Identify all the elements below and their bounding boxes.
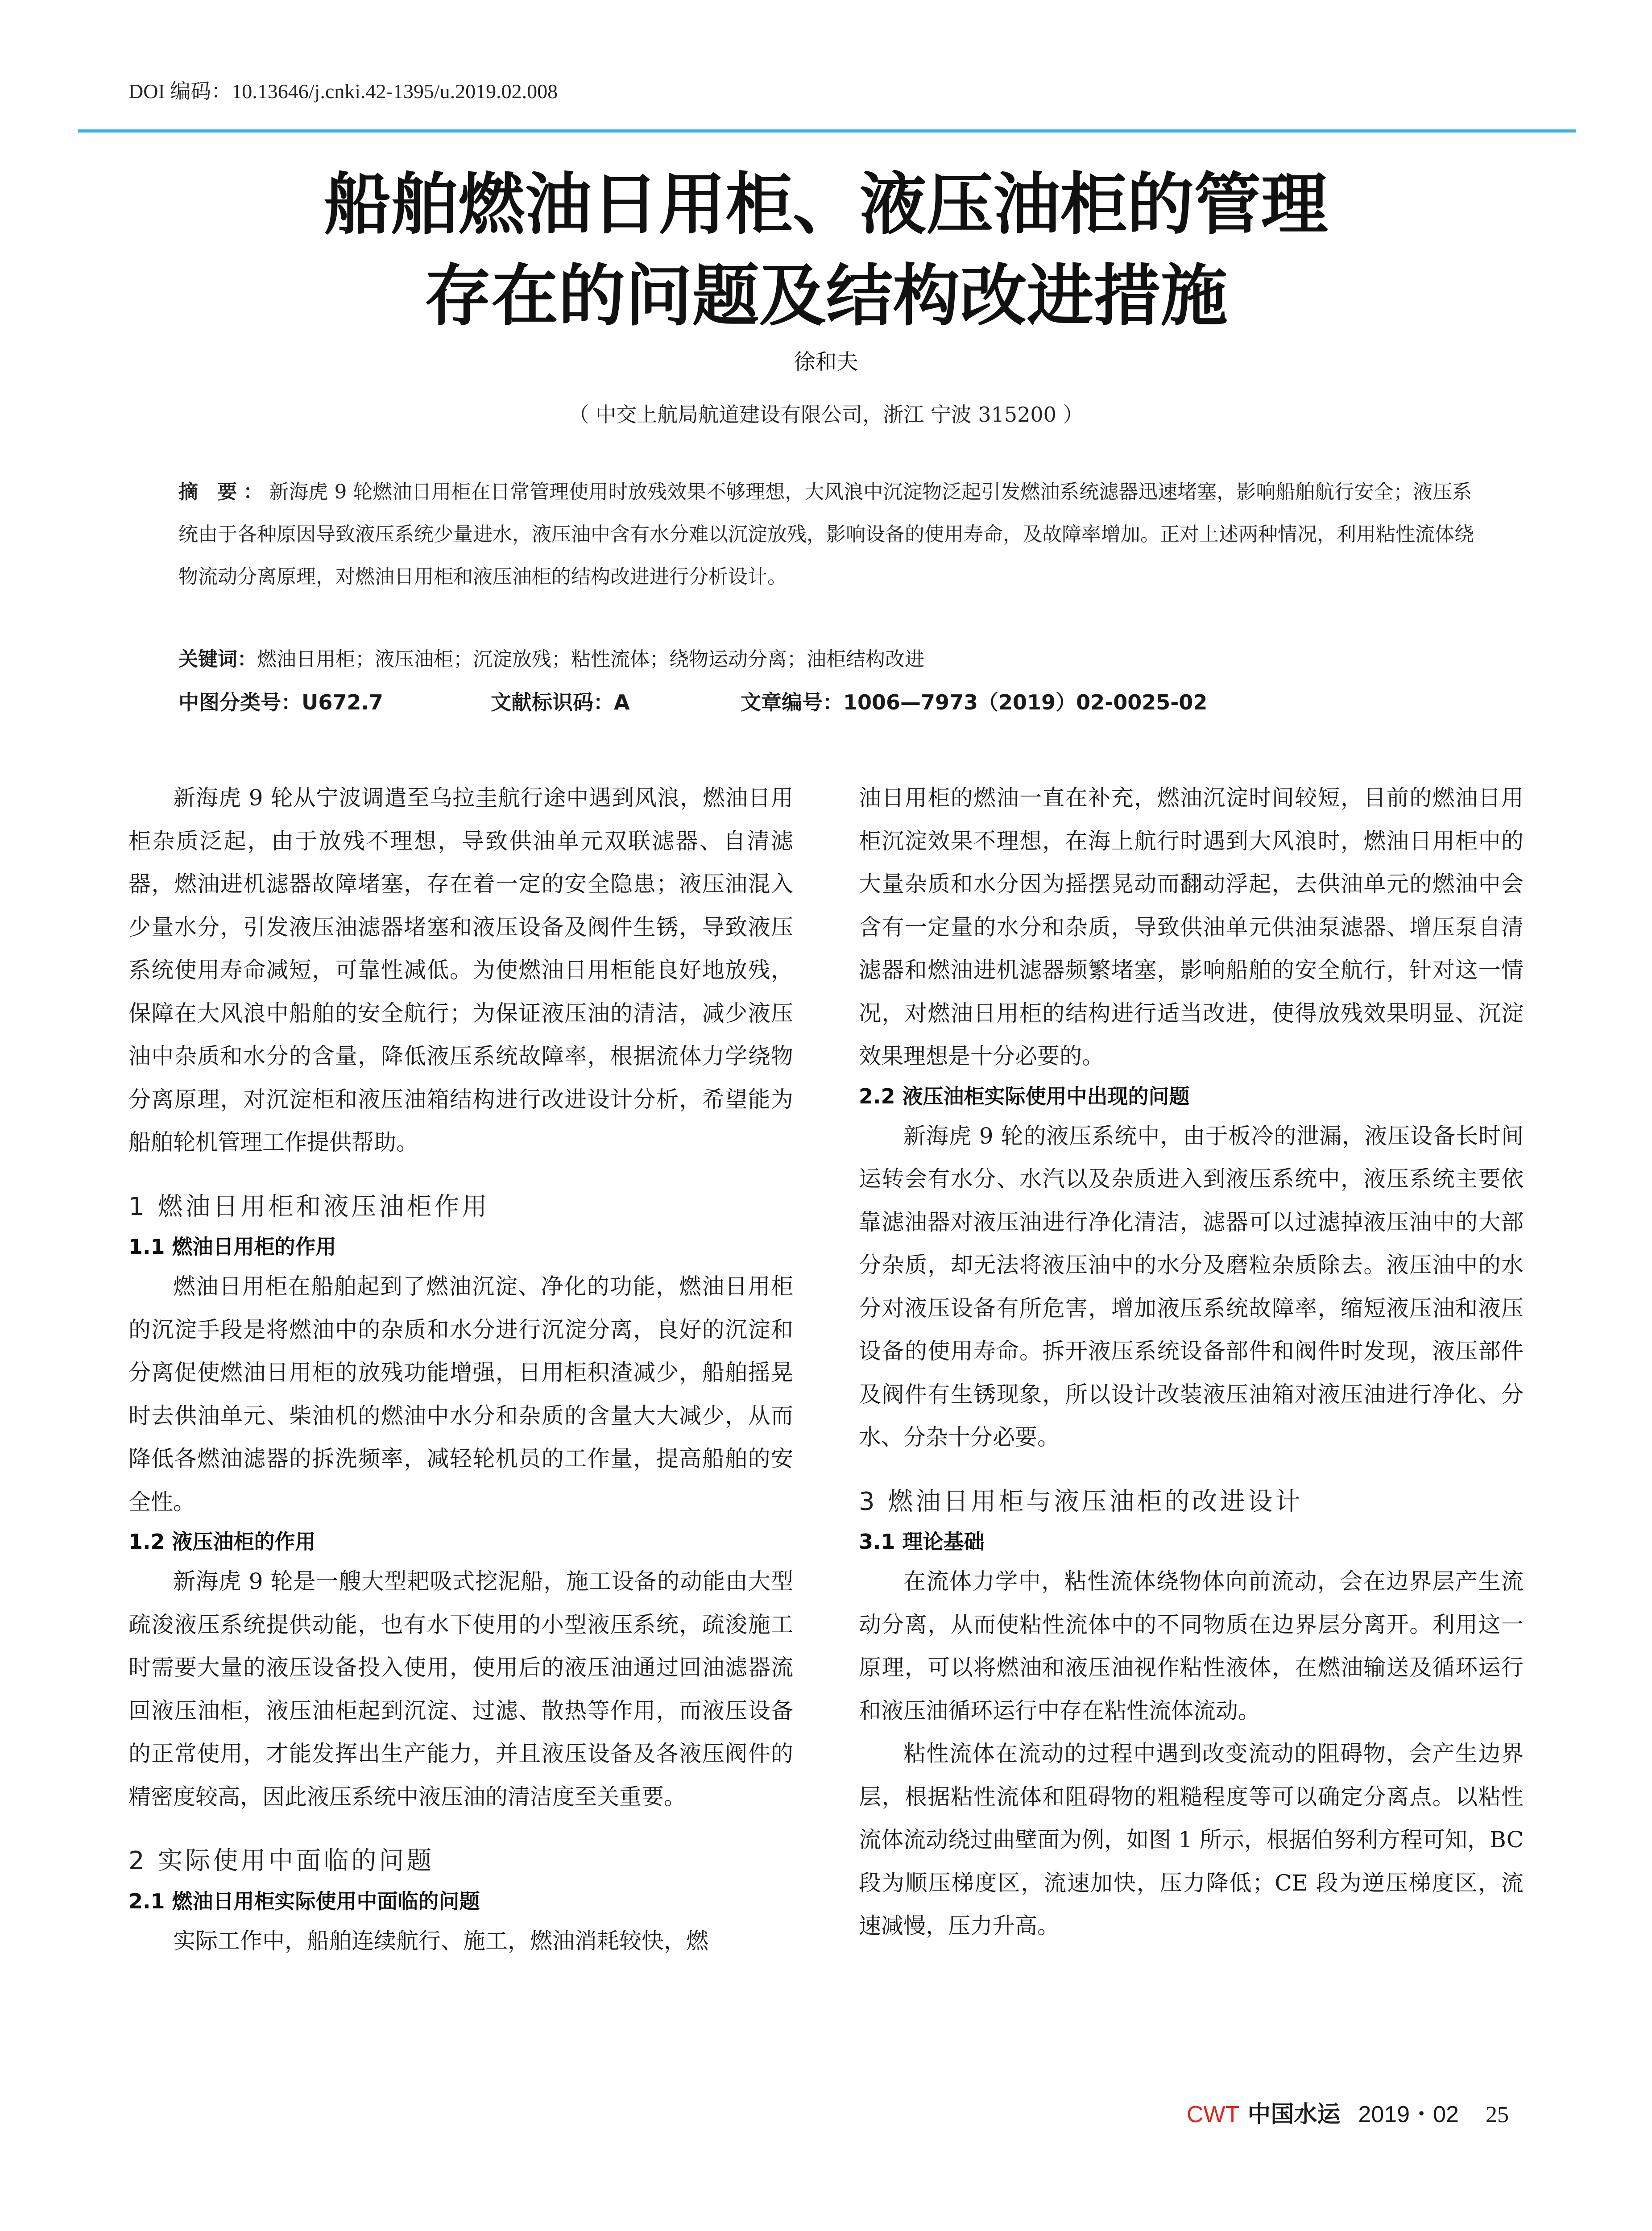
keywords-text: 燃油日用柜；液压油柜；沉淀放残；粘性流体；绕物运动分离；油柜结构改进 bbox=[257, 648, 924, 671]
section-3-1-paragraph-1: 在流体力学中，粘性流体绕物体向前流动，会在边界层产生流动分离，从而使粘性流体中的不同物质在边界层分离开。利用这一原理，可以将燃油和液压油视作粘性液体，在燃油输送及循环运行和液压油循环运行中存在粘性流体流动。 bbox=[859, 1568, 1524, 1724]
issue-date: 2019・02 bbox=[1358, 2102, 1459, 2127]
article-number: 文章编号：1006—7973（2019）02-0025-02 bbox=[741, 690, 1208, 714]
section-1-2-heading: 1.2 液压油柜的作用 bbox=[128, 1530, 316, 1554]
author-affiliation: （ 中交上航局航道建设有限公司，浙江 宁波 315200 ） bbox=[568, 402, 1084, 427]
header-rule bbox=[78, 129, 1576, 133]
page-footer bbox=[1187, 2095, 1579, 2131]
keywords-label: 关键词： bbox=[178, 648, 257, 671]
right-column bbox=[859, 776, 1524, 1948]
section-2-2-paragraph: 新海虎 9 轮的液压系统中，由于板冷的泄漏，液压设备长时间运转会有水分、水汽以及杂质进入到液压系统中，液压系统主要依靠滤油器对液压油进行净化清洁，滤器可以过滤掉液压油中的大部分杂质，却无法将液压油中的水分及磨粒杂质除去。液压油中的水分对液压设备有所危害，增加液压系统故障率，缩短液压油和液压设备的使用寿命。拆开液压系统设备部件和阀件时发现，液压部件及阀件有生锈现象，所以设计改装液压油箱对液压油进行净化、分水、分杂十分必要。 bbox=[859, 1123, 1524, 1450]
section-3-1-heading: 3.1 理论基础 bbox=[859, 1530, 985, 1554]
abstract bbox=[178, 471, 1481, 598]
section-2-2-heading: 2.2 液压油柜实际使用中出现的问题 bbox=[859, 1084, 1190, 1108]
doi-line: DOI 编码：10.13646/j.cnki.42-1395/u.2019.02.008 bbox=[128, 80, 558, 103]
document-code: 文献标识码：A bbox=[491, 690, 630, 714]
section-1-1-heading: 1.1 燃油日用柜的作用 bbox=[128, 1235, 336, 1259]
section-2-1-paragraph-start: 实际工作中，船舶连续航行、施工，燃油消耗较快，燃 bbox=[173, 1928, 708, 1954]
left-column bbox=[128, 776, 793, 1962]
keywords bbox=[178, 638, 1481, 680]
abstract-text: 新海虎 9 轮燃油日用柜在日常管理使用时放残效果不够理想，大风浪中沉淀物泛起引发燃油系统滤器迅速堵塞，影响船舶航行安全；液压系统由于各种原因导致液压系统少量进水，液压油中含有水分难以沉淀放残，影响设备的使用寿命，及故障率增加。正对上述两种情况，利用粘性流体绕物流动分离原理，对燃油日用柜和液压油柜的结构改进进行分析设计。 bbox=[178, 481, 1474, 588]
section-2-1-heading: 2.1 燃油日用柜实际使用中面临的问题 bbox=[128, 1889, 480, 1913]
title-line-2: 存在的问题及结构改进措施 bbox=[424, 257, 1228, 335]
section-1-2-paragraph: 新海虎 9 轮是一艘大型耙吸式挖泥船，施工设备的动能由大型疏浚液压系统提供动能，也有水下使用的小型液压系统，疏浚施工时需要大量的液压设备投入使用，使用后的液压油通过回油滤器流回液压油柜，液压油柜起到沉淀、过滤、散热等作用，而液压设备的正常使用，才能发挥出生产能力，并且液压设备及各液压阀件的精密度较高，因此液压系统中液压油的清洁度至关重要。 bbox=[128, 1568, 793, 1810]
section-2-1-paragraph-cont: 油日用柜的燃油一直在补充，燃油沉淀时间较短，目前的燃油日用柜沉淀效果不理想，在海上航行时遇到大风浪时，燃油日用柜中的大量杂质和水分因为摇摆晃动而翻动浮起，去供油单元的燃油中会含有一定量的水分和杂质，导致供油单元供油泵滤器、增压泵自清滤器和燃油进机滤器频繁堵塞，影响船舶的安全航行，针对这一情况，对燃油日用柜的结构进行适当改进，使得放残效果明显、沉淀效果理想是十分必要的。 bbox=[859, 785, 1524, 1069]
section-1-heading: 1 燃油日用柜和液压油柜作用 bbox=[128, 1192, 490, 1221]
author-name: 徐和夫 bbox=[794, 349, 858, 374]
page-number: 25 bbox=[1485, 2102, 1509, 2127]
journal-logo-cwt: CWT bbox=[1187, 2102, 1240, 2127]
section-1-1-paragraph: 燃油日用柜在船舶起到了燃油沉淀、净化的功能，燃油日用柜的沉淀手段是将燃油中的杂质和水分进行沉淀分离，良好的沉淀和分离促使燃油日用柜的放残功能增强，日用柜积渣减少，船舶摇晃时去供油单元、柴油机的燃油中水分和杂质的含量大大减少，从而降低各燃油滤器的拆洗频率，减轻轮机员的工作量，提高船舶的安全性。 bbox=[128, 1273, 793, 1515]
abstract-label: 摘 要： bbox=[178, 481, 269, 503]
section-3-1-paragraph-2: 粘性流体在流动的过程中遇到改变流动的阻碍物，会产生边界层，根据粘性流体和阻碍物的粗糙程度等可以确定分离点。以粘性流体流动绕过曲壁面为例，如图 1 所示，根据伯努利方程可知，BC 段为顺压梯度区，流速加快，压力降低；CE 段为逆压梯度区，流速减慢，压力升高。 bbox=[859, 1741, 1524, 1939]
section-2-heading: 2 实际使用中面临的问题 bbox=[128, 1846, 435, 1875]
section-3-heading: 3 燃油日用柜与液压油柜的改进设计 bbox=[859, 1487, 1303, 1516]
clc-number: 中图分类号：U672.7 bbox=[178, 690, 383, 714]
journal-name: 中国水运 bbox=[1247, 2101, 1341, 2128]
intro-paragraph: 新海虎 9 轮从宁波调遣至乌拉圭航行途中遇到风浪，燃油日用柜杂质泛起，由于放残不理想，导致供油单元双联滤器、自清滤器，燃油进机滤器故障堵塞，存在着一定的安全隐患；液压油混入少量水分，引发液压油滤器堵塞和液压设备及阀件生锈，导致液压系统使用寿命减短，可靠性减低。为使燃油日用柜能良好地放残，保障在大风浪中船舶的安全航行；为保证液压油的清洁，减少液压油中杂质和水分的含量，降低液压系统故障率，根据流体力学绕物分离原理，对沉淀柜和液压油箱结构进行改进设计分析，希望能为船舶轮机管理工作提供帮助。 bbox=[128, 785, 793, 1155]
title-line-1: 船舶燃油日用柜、液压油柜的管理 bbox=[324, 165, 1328, 244]
